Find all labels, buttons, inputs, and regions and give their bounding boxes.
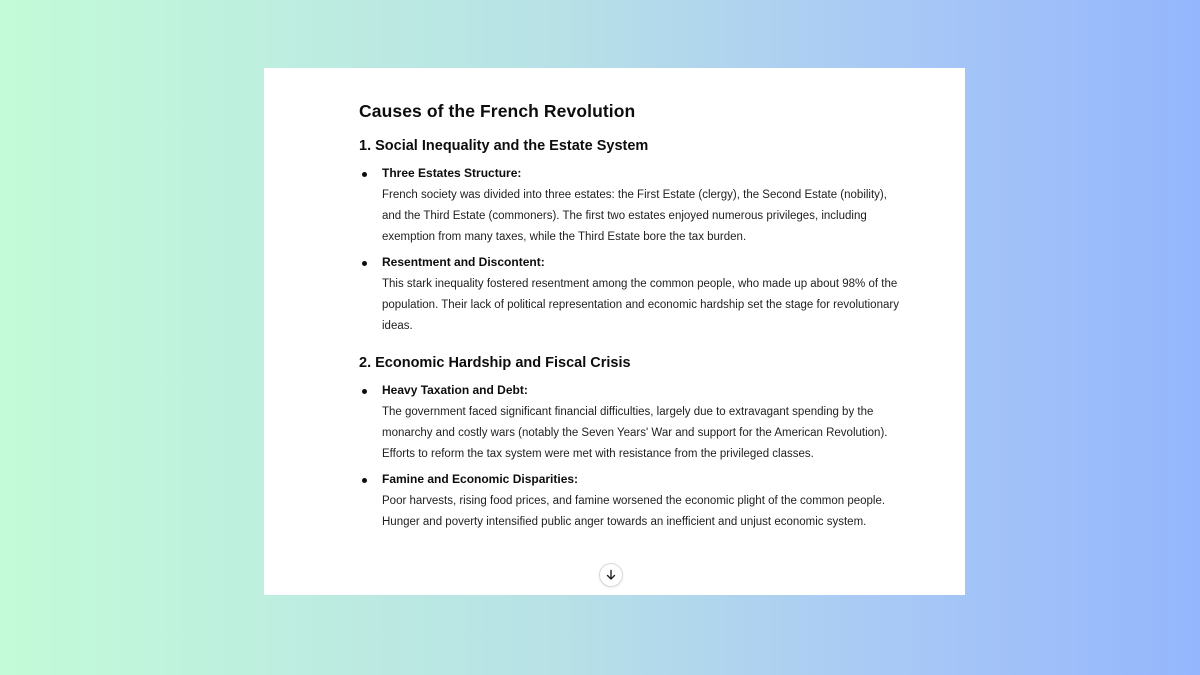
bullet-icon [362, 478, 367, 483]
arrow-down-icon [605, 569, 617, 581]
list-item-title: Heavy Taxation and Debt: [382, 383, 528, 397]
page-title: Causes of the French Revolution [359, 101, 636, 121]
list-item-title: Famine and Economic Disparities: [382, 472, 579, 486]
bullet-list [359, 382, 899, 533]
list-item-title: Resentment and Discontent: [382, 255, 545, 269]
list-item-text: This stark inequality fostered resentment among the common people, who made up about 98% of the population. Their lack of political representation and economic hardship set the stage for revolutionary ideas. [382, 278, 899, 332]
bullet-list [359, 165, 899, 337]
list-item [359, 165, 899, 248]
bullet-icon [362, 389, 367, 394]
list-item [359, 382, 899, 465]
list-item [359, 471, 899, 533]
scroll-to-bottom-button[interactable] [599, 563, 623, 587]
section-economic-hardship [359, 353, 899, 533]
section-heading: 2. Economic Hardship and Fiscal Crisis [359, 355, 631, 371]
document-card [264, 68, 965, 595]
section-social-inequality [359, 136, 899, 337]
list-item-text: French society was divided into three estates: the First Estate (clergy), the Second Estate (nobility), and the Third Estate (commoners). The first two estates enjoyed numerous privileges, including exemption from many taxes, while the Third Estate bore the tax burden. [382, 189, 887, 243]
bullet-icon [362, 261, 367, 266]
list-item-text: Poor harvests, rising food prices, and famine worsened the economic plight of the common people. Hunger and poverty intensified public anger towards an inefficient and unjust economic system. [382, 495, 886, 528]
list-item [359, 254, 899, 337]
list-item-title: Three Estates Structure: [382, 166, 522, 180]
list-item-text: The government faced significant financial difficulties, largely due to extravagant spending by the monarchy and costly wars (notably the Seven Years' War and support for the American Revolution). Efforts to reform the tax system were met with resistance from the privileged classes. [382, 406, 888, 460]
section-heading: 1. Social Inequality and the Estate System [359, 138, 649, 154]
document-content [359, 100, 899, 539]
bullet-icon [362, 172, 367, 177]
